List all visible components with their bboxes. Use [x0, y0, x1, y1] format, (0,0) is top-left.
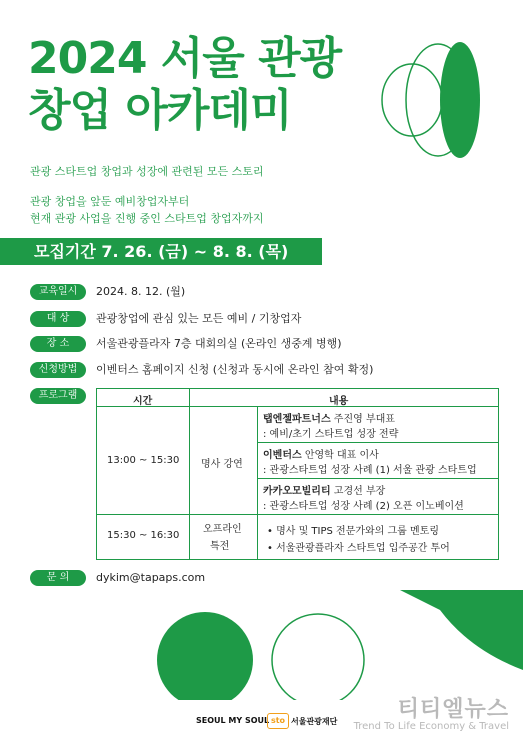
stoa-name: 서울관광재단 [291, 717, 338, 726]
decorative-shapes-bottom [0, 590, 523, 700]
program-table [96, 388, 499, 560]
speaker-2-name: 이벤터스 [263, 450, 302, 461]
speaker-2-role: 안영학 대표 이사 [301, 450, 379, 461]
label-contact: 문 의 [30, 570, 86, 586]
stoa-logo-mark: sto [267, 713, 289, 729]
speaker-1 [263, 410, 395, 425]
watermark-subtitle: Trend To Life Economy & Travel [353, 721, 509, 732]
benefit-item-2: • 서울관광플라자 스타트업 입주공간 투어 [267, 543, 450, 554]
table-sub-divider-2 [257, 478, 498, 479]
row1-time: 13:00 ~ 15:30 [107, 455, 180, 466]
table-header-time: 시간 [133, 396, 153, 407]
speaker-2 [263, 446, 379, 461]
benefit-item-1: • 명사 및 TIPS 전문가와의 그룹 멘토링 [267, 526, 439, 537]
speaker-2-topic: : 관광스타트업 성장 사례 (1) 서울 관광 스타트업 [263, 465, 477, 476]
value-apply-method: 이벤터스 홈페이지 신청 (신청과 동시에 온라인 참여 확정) [96, 363, 374, 376]
speaker-3-name: 카카오모빌리티 [263, 486, 331, 497]
decorative-ellipses-top [360, 40, 510, 160]
recruit-period-text: 모집기간 7. 26. (금) ~ 8. 8. (목) [34, 242, 289, 261]
table-col-divider-2 [257, 406, 258, 559]
subtitle: 관광 스타트업 창업과 성장에 관련된 모든 스토리 [30, 165, 264, 178]
table-row-divider [97, 514, 498, 515]
speaker-3-role: 고경선 부장 [330, 486, 386, 497]
label-location: 장 소 [30, 336, 86, 352]
row2-type-line-2: 특전 [210, 541, 230, 552]
label-date: 교육일시 [30, 284, 86, 300]
speaker-3-topic: : 관광스타트업 성장 사례 (2) 오픈 이노베이션 [263, 501, 464, 512]
value-location: 서울관광플라자 7층 대회의실 (온라인 생중계 병행) [96, 337, 342, 350]
value-date: 2024. 8. 12. (월) [96, 285, 186, 298]
description-line-1: 관광 창업을 앞둔 예비창업자부터 [30, 195, 190, 208]
table-col-divider-1 [189, 389, 190, 559]
table-header-divider [97, 406, 498, 407]
watermark: 티티엘뉴스 [397, 697, 509, 722]
title-line-2: 창업 아카데미 [28, 85, 292, 136]
table-header-content: 내용 [329, 396, 349, 407]
label-apply-method: 신청방법 [30, 362, 86, 378]
seoul-my-soul-logo: SEOUL MY SOUL [196, 716, 270, 725]
value-contact: dykim@tapaps.com [96, 571, 206, 584]
description-line-2: 현재 관광 사업을 진행 중인 스타트업 창업자까지 [30, 212, 264, 225]
label-program: 프로그램 [30, 388, 86, 404]
speaker-1-topic: : 예비/초기 스타트업 성장 전략 [263, 429, 399, 440]
speaker-1-name: 탭엔젤파트너스 [263, 414, 331, 425]
row2-time: 15:30 ~ 16:30 [107, 530, 180, 541]
table-sub-divider-1 [257, 442, 498, 443]
row1-type: 명사 강연 [201, 459, 243, 470]
row2-type-line-1: 오프라인 [203, 524, 242, 535]
speaker-1-role: 주진영 부대표 [330, 414, 395, 425]
speaker-3 [263, 482, 385, 497]
title-line-1: 2024 서울 관광 [28, 33, 342, 84]
value-target: 관광창업에 관심 있는 모든 예비 / 기창업자 [96, 312, 302, 325]
label-target: 대 상 [30, 311, 86, 327]
